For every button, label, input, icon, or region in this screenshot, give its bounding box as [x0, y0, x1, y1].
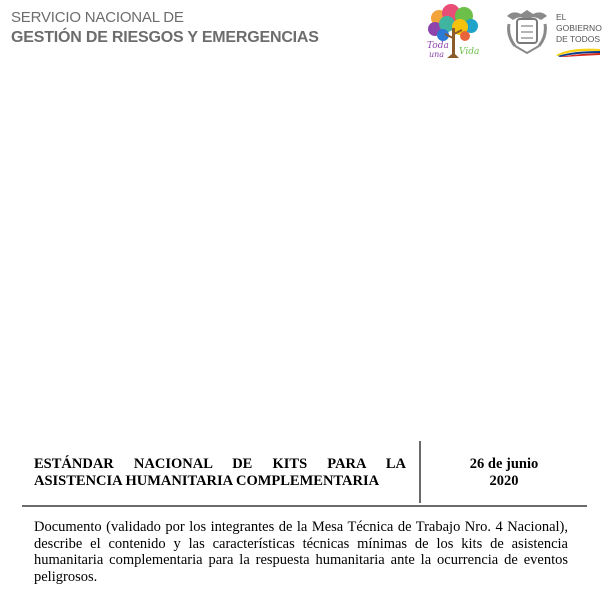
national-coat-of-arms-icon	[503, 6, 551, 56]
document-title-line2: ASISTENCIA HUMANITARIA COMPLEMENTARIA	[34, 473, 380, 489]
document-title	[34, 456, 406, 490]
gobierno-de-todos-wordmark	[556, 12, 608, 45]
svg-text:Vida: Vida	[459, 47, 480, 57]
document-date-day: 26 de junio	[469, 456, 539, 472]
org-name-line1: SERVICIO NACIONAL DE	[11, 9, 184, 26]
horizontal-divider	[22, 505, 587, 507]
vertical-divider	[419, 441, 421, 503]
toda-una-vida-logo	[425, 4, 481, 60]
gov-wordmark-line2: GOBIERNO	[556, 23, 602, 33]
gov-wordmark-line1: EL	[556, 12, 567, 22]
flag-swoosh-icon	[556, 47, 600, 57]
document-date-year: 2020	[489, 473, 519, 489]
org-name-line2: GESTIÓN DE RIESGOS Y EMERGENCIAS	[11, 29, 319, 46]
svg-text:una: una	[429, 50, 445, 59]
document-title-line1: ESTÁNDAR NACIONAL DE KITS PARA LA	[34, 456, 406, 472]
document-date	[440, 456, 568, 490]
gov-wordmark-line3: DE TODOS	[556, 34, 601, 44]
svg-text:Toda: Toda	[427, 41, 449, 51]
document-description: Documento (validado por los integrantes de la Mesa Técnica de Trabajo Nro. 4 Nacional), describe el contenido y las características técnicas mínimas de los kits de asistencia humanitaria complementaria para la respuesta humanitaria ante la ocurrencia de eventos peligrosos.	[34, 519, 568, 585]
